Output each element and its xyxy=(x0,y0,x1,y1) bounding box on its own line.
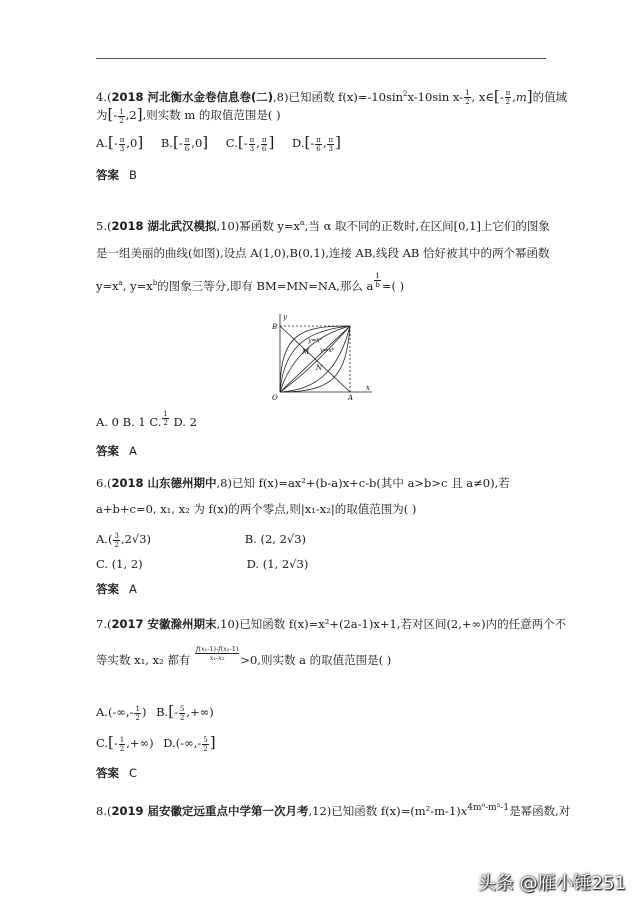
power-function-graph xyxy=(262,312,374,404)
q5-line2: 是一组美丽的曲线(如图),设点 A(1,0),B(0,1),连接 AB,线段 AB 恰好被其中的两个幂函数 xyxy=(96,246,550,260)
q7-options-cd: C.[- $\frac{1}{2}$ ,+∞) D.(-∞,- $\frac{5}{2}$ ] xyxy=(96,733,216,753)
q8-line1: 8.(2019 届安徽定远重点中学第一次月考,12)已知函数 $f(x)=(m^2-m-1)x^{4m^9-m^5-1}$是幂函数,对 xyxy=(96,803,571,818)
q6-answer: 答案 A xyxy=(96,582,137,596)
q5-line1: 5.(2018 湖北武汉模拟,10)幂函数 $y=x^\alpha$,当 α 取不同的正数时,在区间[0,1]上它们的图象 xyxy=(96,218,550,233)
label-M: M xyxy=(302,348,310,356)
label-O: O xyxy=(272,394,278,402)
label-yb: y=xᵇ xyxy=(320,347,335,354)
q5-line3: $y=x^a$, $y=x^b$的图象三等分,即有 BM=MN=NA,那么 a $\frac{1}{b}$ =( ) xyxy=(96,272,405,293)
label-x: x xyxy=(366,384,370,392)
q5-source: 2018 湖北武汉模拟 xyxy=(111,218,217,233)
q7-line2: 等实数 x₁, x₂ 都有 $\frac{\text{f(x₁-1)-f(x₂-1)}}{\text{x₁-x₂}}$ >0,则实数 a 的取值范围是( ) xyxy=(96,644,392,667)
q7-answer: 答案 C xyxy=(96,766,138,780)
label-ya: y=xᵃ xyxy=(308,337,323,344)
q6-options-cd: C. (1, 2) D. (1, 2√3) xyxy=(96,557,309,571)
q7-source: 2017 安徽滁州期末 xyxy=(111,617,217,631)
header-rule xyxy=(96,58,546,59)
q8-source: 2019 届安徽定远重点中学第一次月考 xyxy=(111,803,309,818)
q4-line2: 为[- $\frac{1}{2}$ ,2],则实数 m 的取值范围是( ) xyxy=(96,105,281,125)
q7-line1: 7.(2017 安徽滁州期末,10)已知函数 f(x)=x²+(2a-1)x+1,若对区间(2,+∞)内的任意两个不 xyxy=(96,617,567,631)
label-A: A xyxy=(348,394,354,402)
q7-options-ab: A.(-∞,- $\frac{1}{2}$ ) B.[- $\frac{5}{2}$ ,+∞) xyxy=(96,702,214,722)
label-y: y xyxy=(283,313,287,321)
q4-answer: 答案 B xyxy=(96,168,137,182)
q6-source: 2018 山东德州期中 xyxy=(111,476,217,490)
watermark: 头条 @雁小锤251 xyxy=(477,873,626,894)
q4-source: 2018 河北衡水金卷信息卷(二) xyxy=(111,89,273,104)
q4-options: A.[- $\frac{\pi}{3}$ ,0] B.[- $\frac{\pi}{6}$ ,0] C.[- $\frac{\pi}{3}$ , $\frac{\pi}{6}$ ] D.[- $\frac{\pi}{6}$ , $\frac{\pi}{3}$ ] xyxy=(96,133,341,153)
q5-options: A. 0 B. 1 C. $\frac{1}{2}$ D. 2 xyxy=(96,409,197,429)
q6-line1: 6.(2018 山东德州期中,8)已知 f(x)=ax²+(b-a)x+c-b(其中 a>b>c 且 a≠0),若 xyxy=(96,476,510,490)
q6-options-ab: A.( $\frac{3}{2}$ ,2√3) B. (2, 2√3) xyxy=(96,531,307,549)
q5-answer: 答案 A xyxy=(96,444,137,458)
label-B: B xyxy=(272,323,278,331)
q6-line2: a+b+c=0, x₁, x₂ 为 f(x)的两个零点,则|x₁-x₂|的取值范围为( ) xyxy=(96,502,417,516)
label-N: N xyxy=(316,364,323,372)
q4-line1: 4.(2018 河北衡水金卷信息卷(二),8)已知函数 $f(x)=-10\sin^2x-10\sin$ x- $\frac{1}{2}$ , x∈[- $\frac{\pi}{2}$ ,m]的值域 xyxy=(96,86,568,107)
